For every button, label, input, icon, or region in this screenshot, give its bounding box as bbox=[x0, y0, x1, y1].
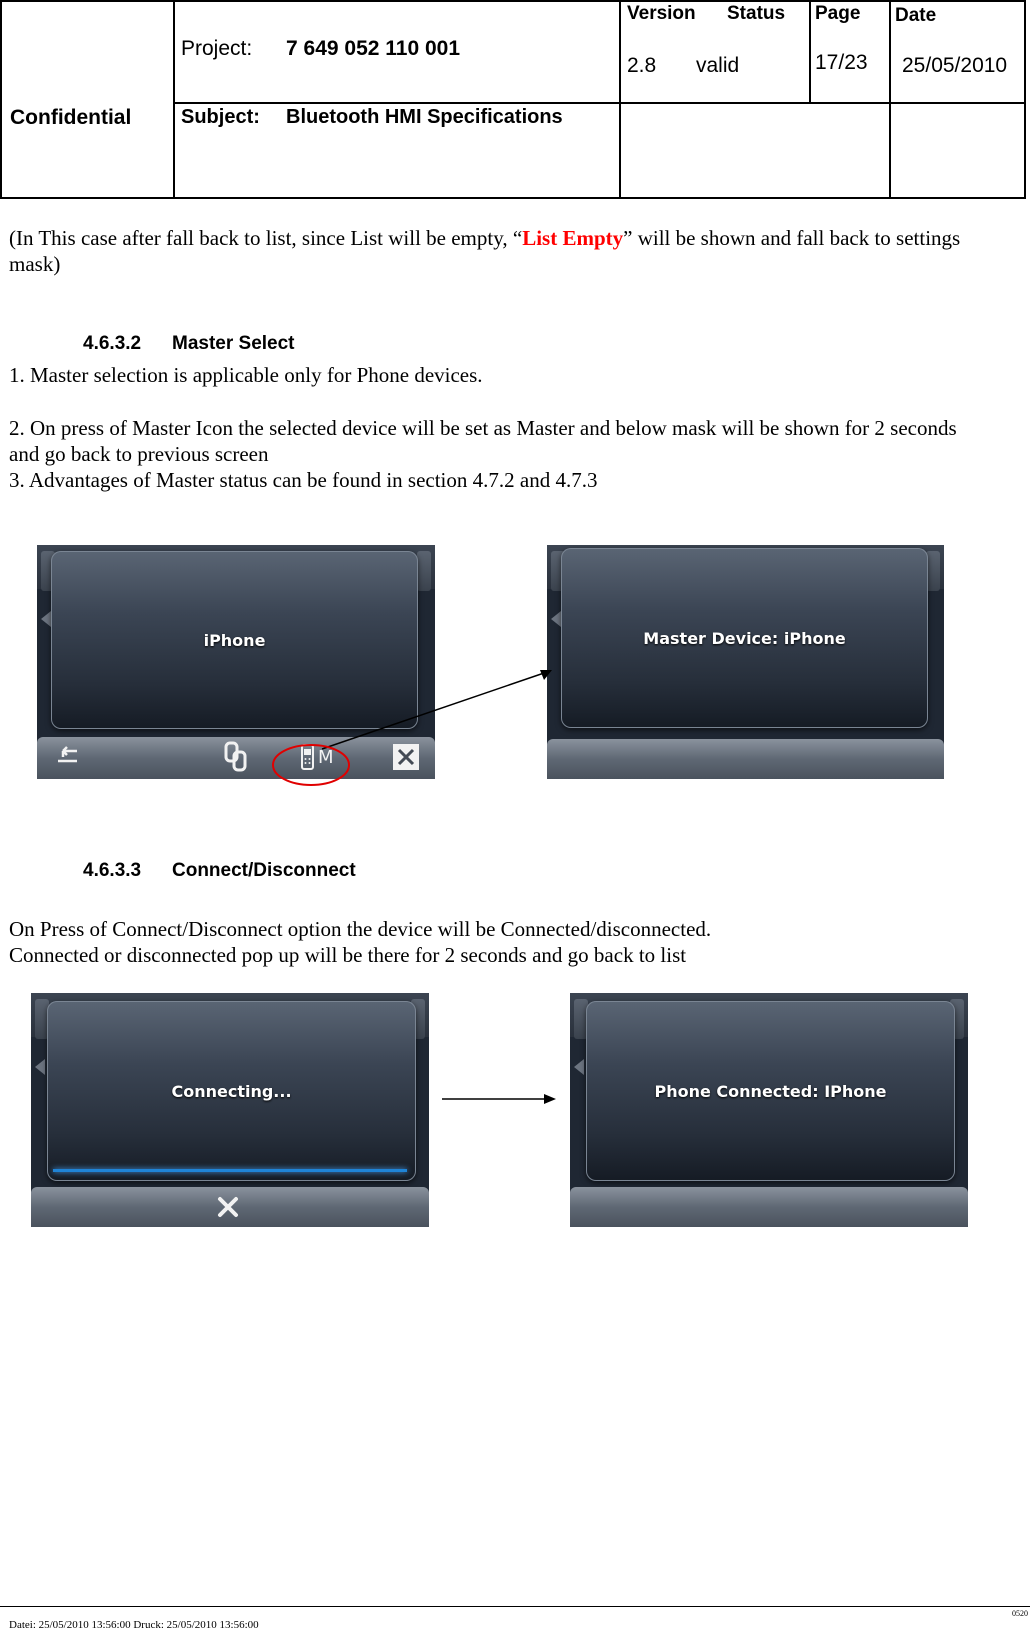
status-value: valid bbox=[696, 54, 740, 77]
version-value: 2.8 bbox=[627, 54, 657, 77]
subject-label: Subject: bbox=[181, 106, 260, 128]
date-label: Date bbox=[895, 5, 937, 26]
intro-text-start: (In This case after fall back to list, since List will be empty, “ bbox=[9, 226, 523, 250]
connecting-progress-line bbox=[53, 1169, 407, 1172]
master-line-1: 1. Master selection is applicable only for Phone devices. bbox=[9, 363, 483, 387]
list-empty-highlight: List Empty bbox=[522, 226, 624, 250]
connect-line-1: On Press of Connect/Disconnect option the device will be Connected/disconnected. bbox=[9, 917, 712, 941]
section-title: Connect/Disconnect bbox=[172, 860, 356, 881]
connecting-popup bbox=[47, 1001, 416, 1181]
section-heading-connect bbox=[83, 860, 483, 884]
page-label: Page bbox=[815, 3, 861, 24]
empty-toolbar bbox=[570, 1187, 968, 1227]
screenshot-phone-connected bbox=[570, 993, 968, 1227]
left-arrow-icon bbox=[574, 1059, 584, 1075]
master-line-2: 2. On press of Master Icon the selected device will be set as Master and below mask will be shown for 2 seconds and go back to previous screen bbox=[9, 416, 957, 466]
footer-rule bbox=[0, 1606, 1030, 1607]
master-letter: M bbox=[318, 747, 334, 768]
section-number: 4.6.3.2 bbox=[83, 333, 142, 354]
left-arrow-icon bbox=[35, 1059, 45, 1075]
section-title: Master Select bbox=[172, 333, 295, 354]
phone-connected-popup bbox=[586, 1001, 955, 1181]
footer-code: 0520 bbox=[1012, 1609, 1028, 1618]
cancel-toolbar bbox=[31, 1187, 429, 1227]
intro-text-end: ” will be shown and fall back to settings mask) bbox=[9, 226, 961, 276]
master-icon-highlight-circle bbox=[273, 745, 349, 785]
project-number: 7 649 052 110 001 bbox=[286, 37, 461, 60]
popup-text: iPhone bbox=[203, 630, 266, 650]
project-label: Project: bbox=[181, 37, 253, 60]
popup-text: Master Device: iPhone bbox=[643, 628, 846, 648]
cancel-icon[interactable] bbox=[215, 1195, 241, 1219]
section-number: 4.6.3.3 bbox=[83, 860, 142, 881]
popup-text: Phone Connected: IPhone bbox=[654, 1081, 887, 1101]
annotation-arrow-connect bbox=[440, 1089, 560, 1109]
screenshot-connecting bbox=[31, 993, 429, 1227]
connect-line-2: Connected or disconnected pop up will be there for 2 seconds and go back to list bbox=[9, 943, 687, 967]
popup-text: Connecting... bbox=[171, 1081, 292, 1101]
date-value: 25/05/2010 bbox=[902, 54, 1008, 77]
master-line-3: 3. Advantages of Master status can be found in section 4.7.2 and 4.7.3 bbox=[9, 468, 598, 492]
version-label: Version bbox=[627, 3, 696, 24]
subject-title: Bluetooth HMI Specifications bbox=[286, 106, 563, 128]
footer-timestamps: Datei: 25/05/2010 13:56:00 Druck: 25/05/2010 13:56:00 bbox=[9, 1619, 259, 1631]
page-number: 17/23 bbox=[815, 51, 868, 74]
status-label: Status bbox=[727, 3, 786, 24]
confidential-label: Confidential bbox=[10, 106, 132, 129]
